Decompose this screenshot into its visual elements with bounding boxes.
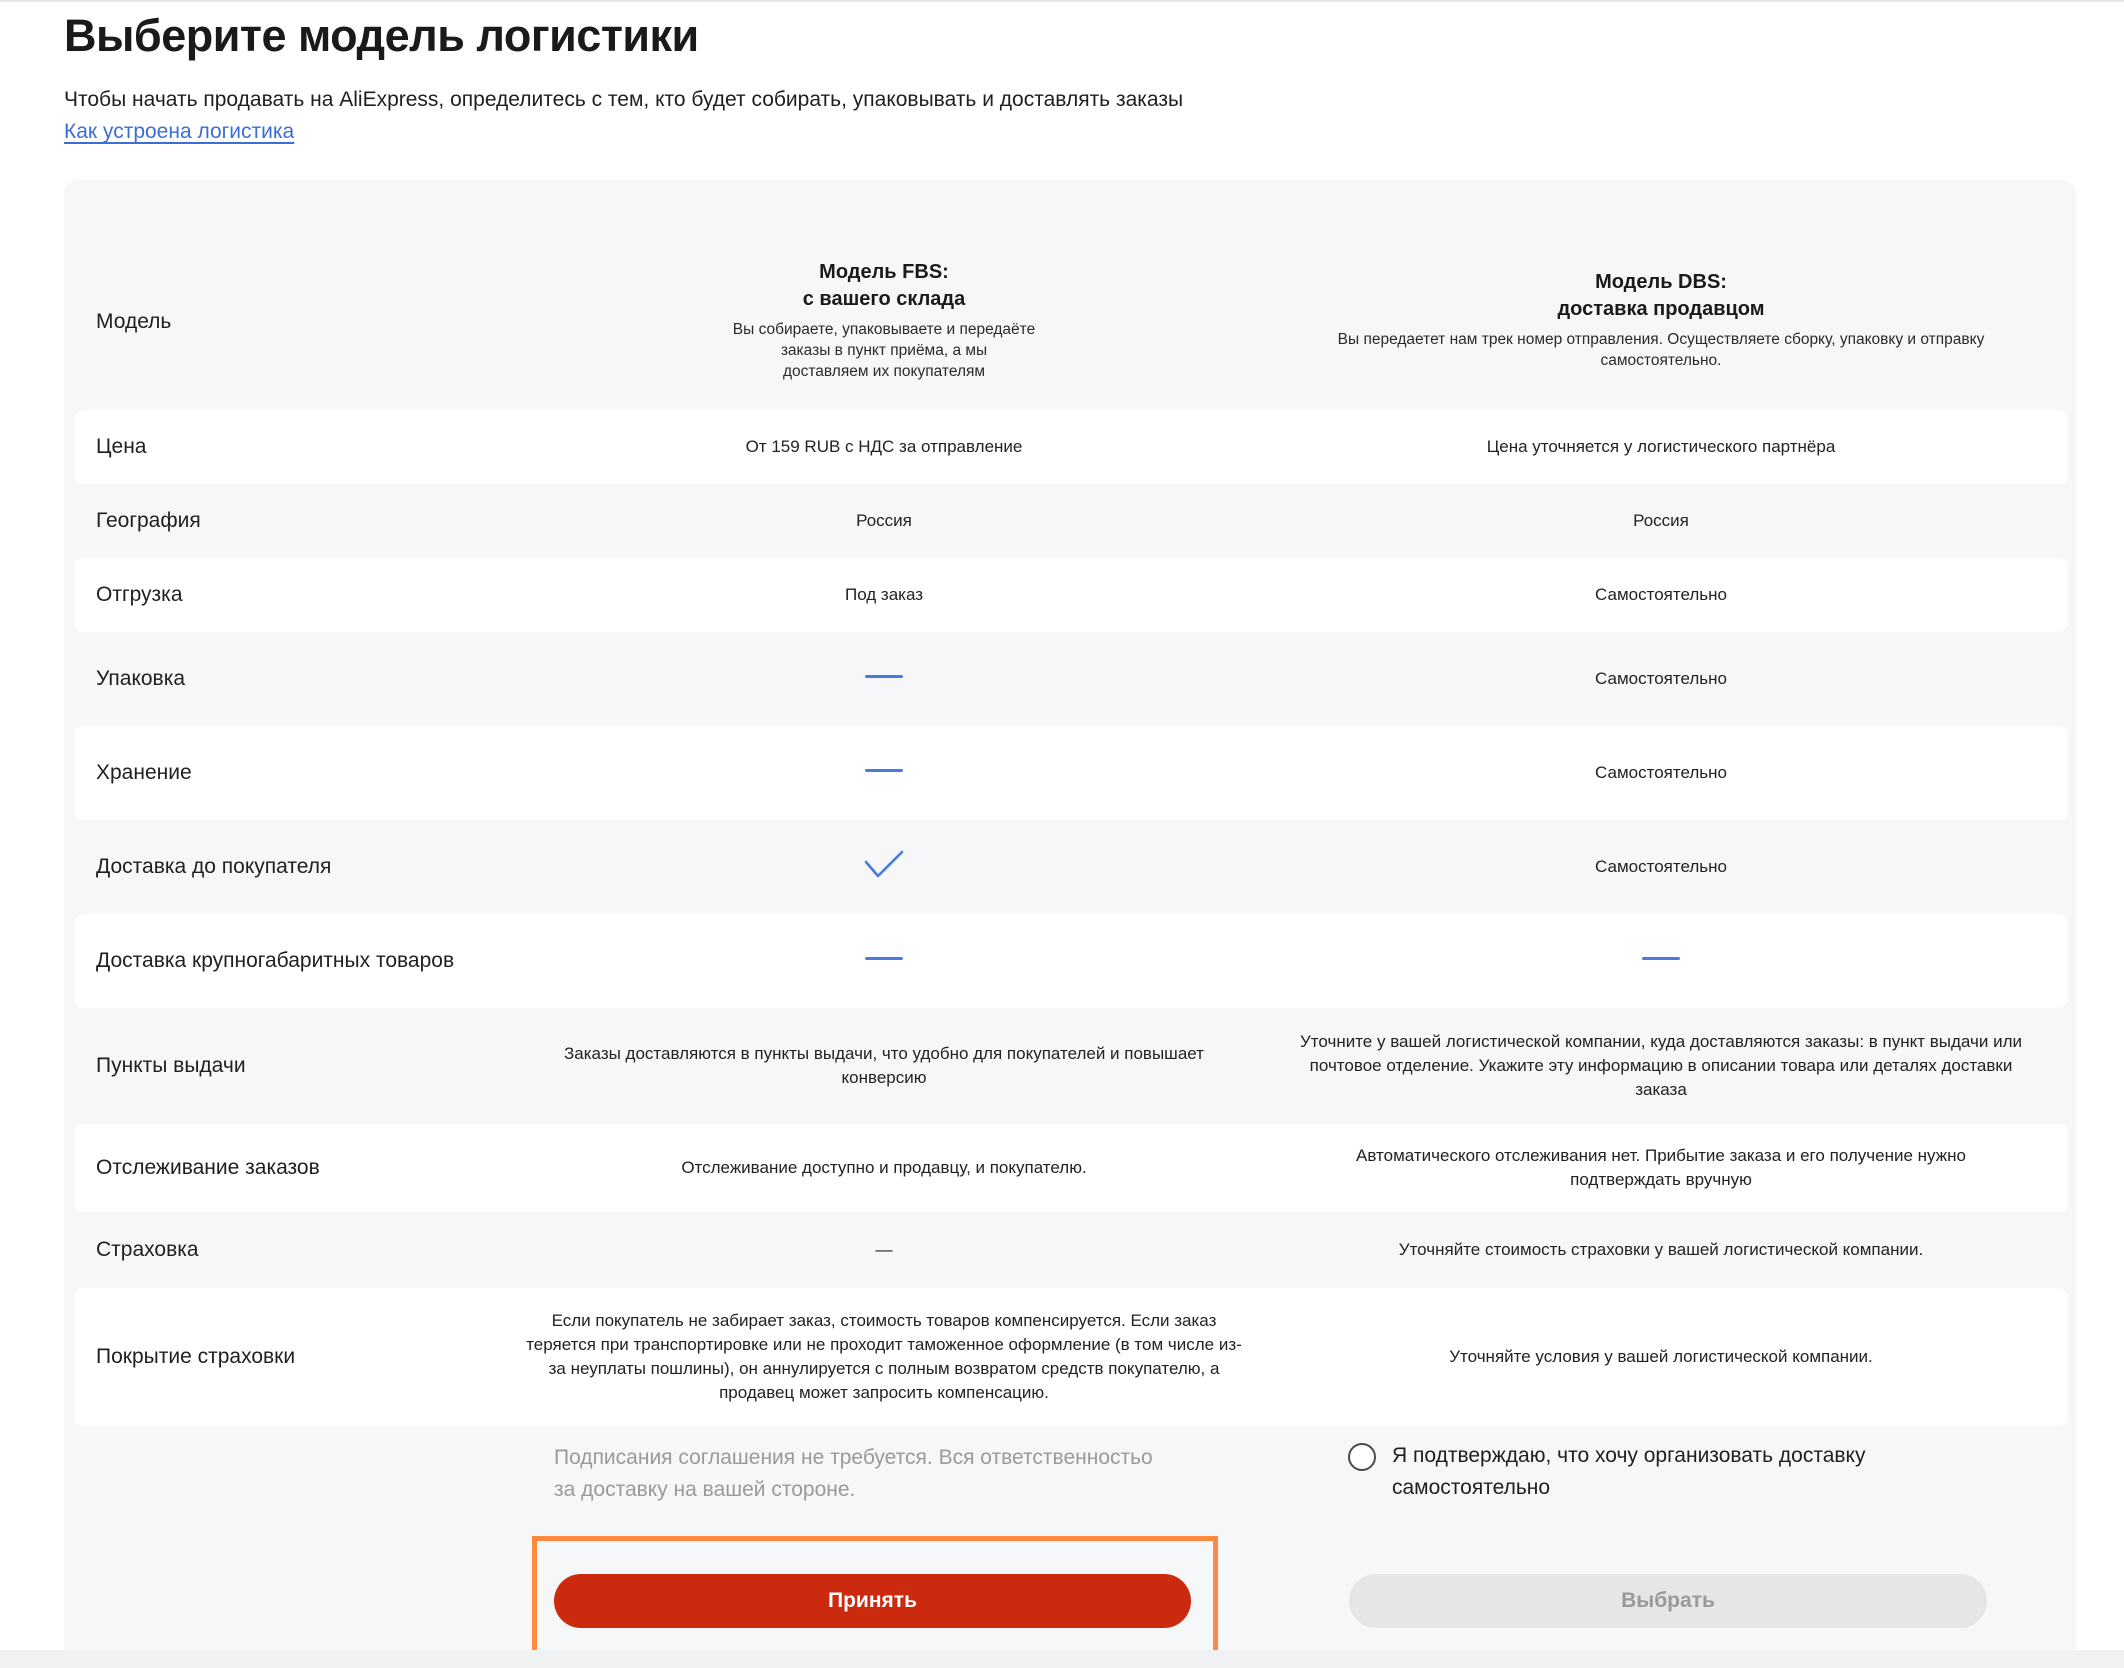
dbs-confirm-label bbox=[1392, 1440, 1865, 1504]
model-dbs-title-2: доставка продавцом bbox=[1557, 298, 1765, 320]
row-label-insurance: Страховка bbox=[96, 1238, 199, 1261]
row-label-packing: Упаковка bbox=[96, 667, 186, 690]
model-fbs-desc-3: доставляем их покупателям bbox=[782, 362, 986, 380]
bottom-strip bbox=[0, 1650, 2124, 1668]
packing-dbs: Самостоятельно bbox=[1595, 669, 1727, 688]
table-row-price bbox=[74, 410, 2068, 484]
dash-icon bbox=[1642, 957, 1680, 960]
pickup-dbs-line-2: почтовое отделение. Укажите эту информацию в описании товара или деталях доставки bbox=[1309, 1056, 2013, 1075]
row-label-model: Модель bbox=[96, 310, 172, 333]
bulky-fbs bbox=[494, 914, 1274, 1002]
row-label-tracking: Отслеживание заказов bbox=[96, 1156, 320, 1179]
coverage-fbs bbox=[494, 1288, 1274, 1426]
dbs-confirm-line-2: самостоятельно bbox=[1392, 1476, 1551, 1499]
table-row-pickup bbox=[74, 1008, 2068, 1124]
pickup-fbs-line-1: Заказы доставляются в пункты выдачи, что удобно для покупателей и повышает bbox=[564, 1044, 1204, 1063]
row-label-coverage: Покрытие страховки bbox=[96, 1345, 296, 1368]
packing-fbs bbox=[494, 632, 1274, 720]
storage-fbs bbox=[494, 726, 1274, 814]
delivery-fbs bbox=[494, 820, 1274, 910]
top-divider bbox=[0, 0, 2124, 4]
table-row-shipment bbox=[74, 558, 2068, 632]
coverage-fbs-line-1: Если покупатель не забирает заказ, стоимость товаров компенсируется. Если заказ bbox=[551, 1311, 1217, 1330]
row-label-geography: География bbox=[96, 509, 201, 532]
table-row-model bbox=[74, 180, 2068, 410]
table-row-delivery bbox=[74, 820, 2068, 914]
pickup-fbs bbox=[494, 1008, 1274, 1124]
table-row-packing bbox=[74, 632, 2068, 726]
tracking-dbs-line-1: Автоматического отслеживания нет. Прибытие заказа и его получение нужно bbox=[1356, 1146, 1966, 1165]
select-button[interactable]: Выбрать bbox=[1349, 1574, 1987, 1628]
tracking-fbs: Отслеживание доступно и продавцу, и покупателю. bbox=[681, 1158, 1087, 1177]
model-dbs-title-1: Модель DBS: bbox=[1595, 271, 1727, 293]
geography-dbs: Россия bbox=[1633, 511, 1689, 530]
accept-button[interactable]: Принять bbox=[554, 1574, 1191, 1628]
insurance-fbs: — bbox=[875, 1240, 893, 1259]
shipment-fbs: Под заказ bbox=[844, 585, 924, 604]
pickup-dbs-line-1: Уточните у вашей логистической компании, куда доставляются заказы: в пункт выдачи или bbox=[1300, 1032, 2022, 1051]
page-subtitle: Чтобы начать продавать на AliExpress, определитесь с тем, кто будет собирать, упаковывать и доставлять заказы bbox=[64, 88, 1184, 111]
model-dbs-desc-2: самостоятельно. bbox=[1600, 352, 1722, 369]
model-dbs-desc-1: Вы передаетет нам трек номер отправления. Осуществляете сборку, упаковку и отправку bbox=[1337, 331, 1985, 348]
dash-icon bbox=[865, 957, 903, 960]
insurance-dbs: Уточняйте стоимость страховки у вашей логистической компании. bbox=[1398, 1240, 1924, 1259]
price-dbs: Цена уточняется у логистического партнёра bbox=[1486, 437, 1836, 456]
row-label-delivery: Доставка до покупателя bbox=[96, 855, 332, 878]
bulky-dbs bbox=[1268, 914, 2054, 1002]
pickup-dbs bbox=[1268, 1008, 2054, 1124]
coverage-dbs: Уточняйте условия у вашей логистической компании. bbox=[1449, 1347, 1873, 1366]
check-icon bbox=[864, 850, 904, 880]
tracking-dbs-line-2: подтверждать вручную bbox=[1570, 1170, 1752, 1189]
logistics-info-link[interactable]: Как устроена логистика bbox=[64, 120, 295, 143]
dbs-confirm-checkbox[interactable] bbox=[1348, 1443, 1376, 1471]
row-label-pickup: Пункты выдачи bbox=[96, 1054, 246, 1077]
model-fbs-header bbox=[494, 260, 1274, 380]
table-row-storage bbox=[74, 726, 2068, 820]
row-label-shipment: Отгрузка bbox=[96, 583, 183, 606]
fbs-agreement-note bbox=[554, 1442, 1234, 1506]
coverage-fbs-line-2: теряется при транспортировке или не проходит таможенное оформление (в том числе из- bbox=[526, 1335, 1242, 1354]
table-row-tracking bbox=[74, 1124, 2068, 1212]
model-fbs-title-1: Модель FBS: bbox=[819, 260, 949, 283]
row-label-price: Цена bbox=[96, 435, 147, 458]
row-label-storage: Хранение bbox=[96, 761, 192, 784]
fbs-note-line-2: за доставку на вашей стороне. bbox=[554, 1478, 856, 1501]
model-fbs-desc-1: Вы собираете, упаковываете и передаёте bbox=[732, 320, 1036, 338]
dbs-confirm[interactable] bbox=[1348, 1440, 1988, 1504]
pickup-fbs-line-2: конверсию bbox=[841, 1068, 927, 1087]
table-row-insurance bbox=[74, 1212, 2068, 1288]
table-row-geography bbox=[74, 484, 2068, 558]
model-fbs-title-2: с вашего склада bbox=[802, 287, 966, 310]
storage-dbs: Самостоятельно bbox=[1595, 763, 1727, 782]
table-row-coverage bbox=[74, 1288, 2068, 1426]
model-dbs-header bbox=[1268, 270, 2054, 370]
coverage-fbs-line-3: за неуплаты пошлины), он аннулируется с полным возвратом средств покупателю, а bbox=[548, 1359, 1220, 1378]
geography-fbs: Россия bbox=[856, 511, 912, 530]
model-fbs-desc-2: заказы в пункт приёма, а мы bbox=[780, 341, 988, 359]
delivery-dbs: Самостоятельно bbox=[1595, 857, 1727, 876]
dash-icon bbox=[865, 675, 903, 678]
tracking-dbs bbox=[1268, 1124, 2054, 1212]
dbs-confirm-line-1: Я подтверждаю, что хочу организовать доставку bbox=[1392, 1444, 1866, 1467]
pickup-dbs-line-3: заказа bbox=[1635, 1080, 1687, 1099]
dash-icon bbox=[865, 769, 903, 772]
row-label-bulky: Доставка крупногабаритных товаров bbox=[96, 949, 455, 972]
coverage-fbs-line-4: продавец может запросить компенсацию. bbox=[719, 1383, 1049, 1402]
fbs-note-line-1: Подписания соглашения не требуется. Вся ответственностьо bbox=[554, 1446, 1153, 1469]
page-title: Выберите модель логистики bbox=[64, 10, 699, 61]
table-row-bulky bbox=[74, 914, 2068, 1008]
price-fbs: От 159 RUB с НДС за отправление bbox=[745, 437, 1023, 456]
shipment-dbs: Самостоятельно bbox=[1595, 585, 1727, 604]
